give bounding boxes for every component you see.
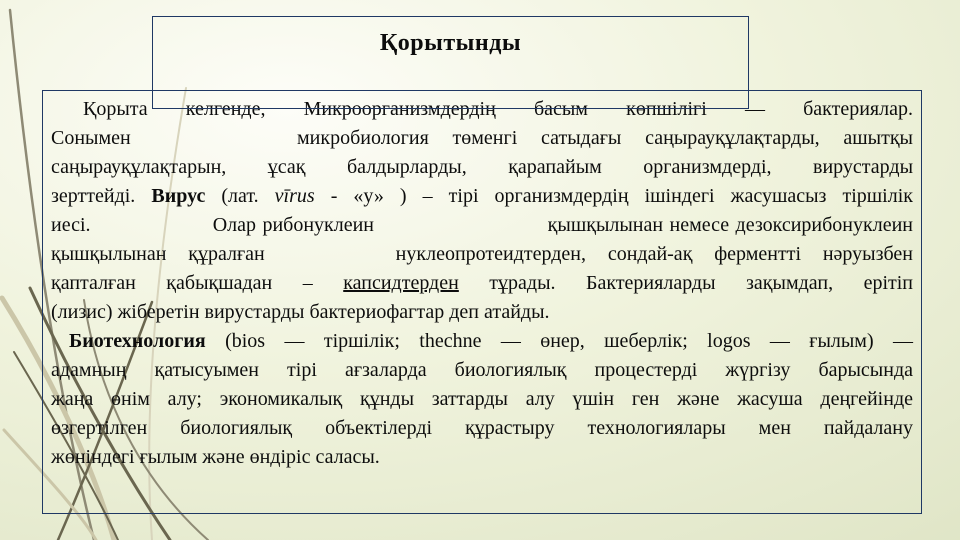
title-box [152,16,749,109]
text-run: (bios — тіршілік; thechne — өнер, шеберлік; logos — ғылым) — [205,330,913,352]
text-run: тұрады. Бактерияларды зақымдап, ерітіп [458,272,913,294]
text-run: иесі. Олар рибонуклеин қышқылынан немесе дезоксирибонуклеин [51,214,913,236]
body-text-line [51,211,913,240]
body-text-line [51,182,913,211]
text-run: қышқылынан құралған нуклеопротеидтерден, сондай-ақ ферментті нәруызбен [51,243,913,265]
body-text-line [51,356,913,385]
text-run: саңырауқұлақтарын, ұсақ балдырларды, қарапайым организмдерді, вирустарды [51,156,913,178]
text-run: vīrus [274,185,315,207]
text-run: жаңа өнім алу; экономикалық құнды заттарды алу үшін ген және жасуша деңгейінде [51,388,913,410]
body-text-line [51,385,913,414]
text-run: Вирус [151,185,206,207]
text-run: қапталған қабықшадан – [51,272,344,294]
text-run: Қорыта келгенде, Микроорганизмдердің басым көпшілігі — бактериялар. [83,98,913,120]
text-run: адамның қатысуымен тірі ағзаларда биологиялық процестерді жүргізу барысында [51,359,913,381]
body-text-line [51,240,913,269]
text-run: - «у» ) – тірі организмдердің ішіндегі жасушасыз тіршілік [314,185,913,207]
text-run: (лат. [205,185,275,207]
content-box [42,90,922,514]
body-text-line [51,269,913,298]
text-run: зерттейді. [51,185,152,207]
text-run: капсидтерден [343,272,459,294]
text-run: өзгертілген биологиялық объектілерді құрастыру технологиялары мен пайдалану [51,417,913,439]
body-text-line [51,298,913,327]
text-run: (лизис) жіберетін вирустарды бактериофагтар деп атайды. [51,301,550,323]
text-run: Сонымен микробиология төменгі сатыдағы саңырауқұлақтарды, ашытқы [51,127,913,149]
text-run: Биотехнология [69,330,206,352]
body-text-line [51,153,913,182]
body-text-line [51,327,913,356]
text-run: жөніндегі ғылым және өндіріс саласы. [51,446,380,468]
body-text [51,95,913,472]
body-text-line [51,443,913,472]
slide-title: Қорытынды [379,30,522,56]
body-text-line [51,124,913,153]
body-text-line [51,414,913,443]
